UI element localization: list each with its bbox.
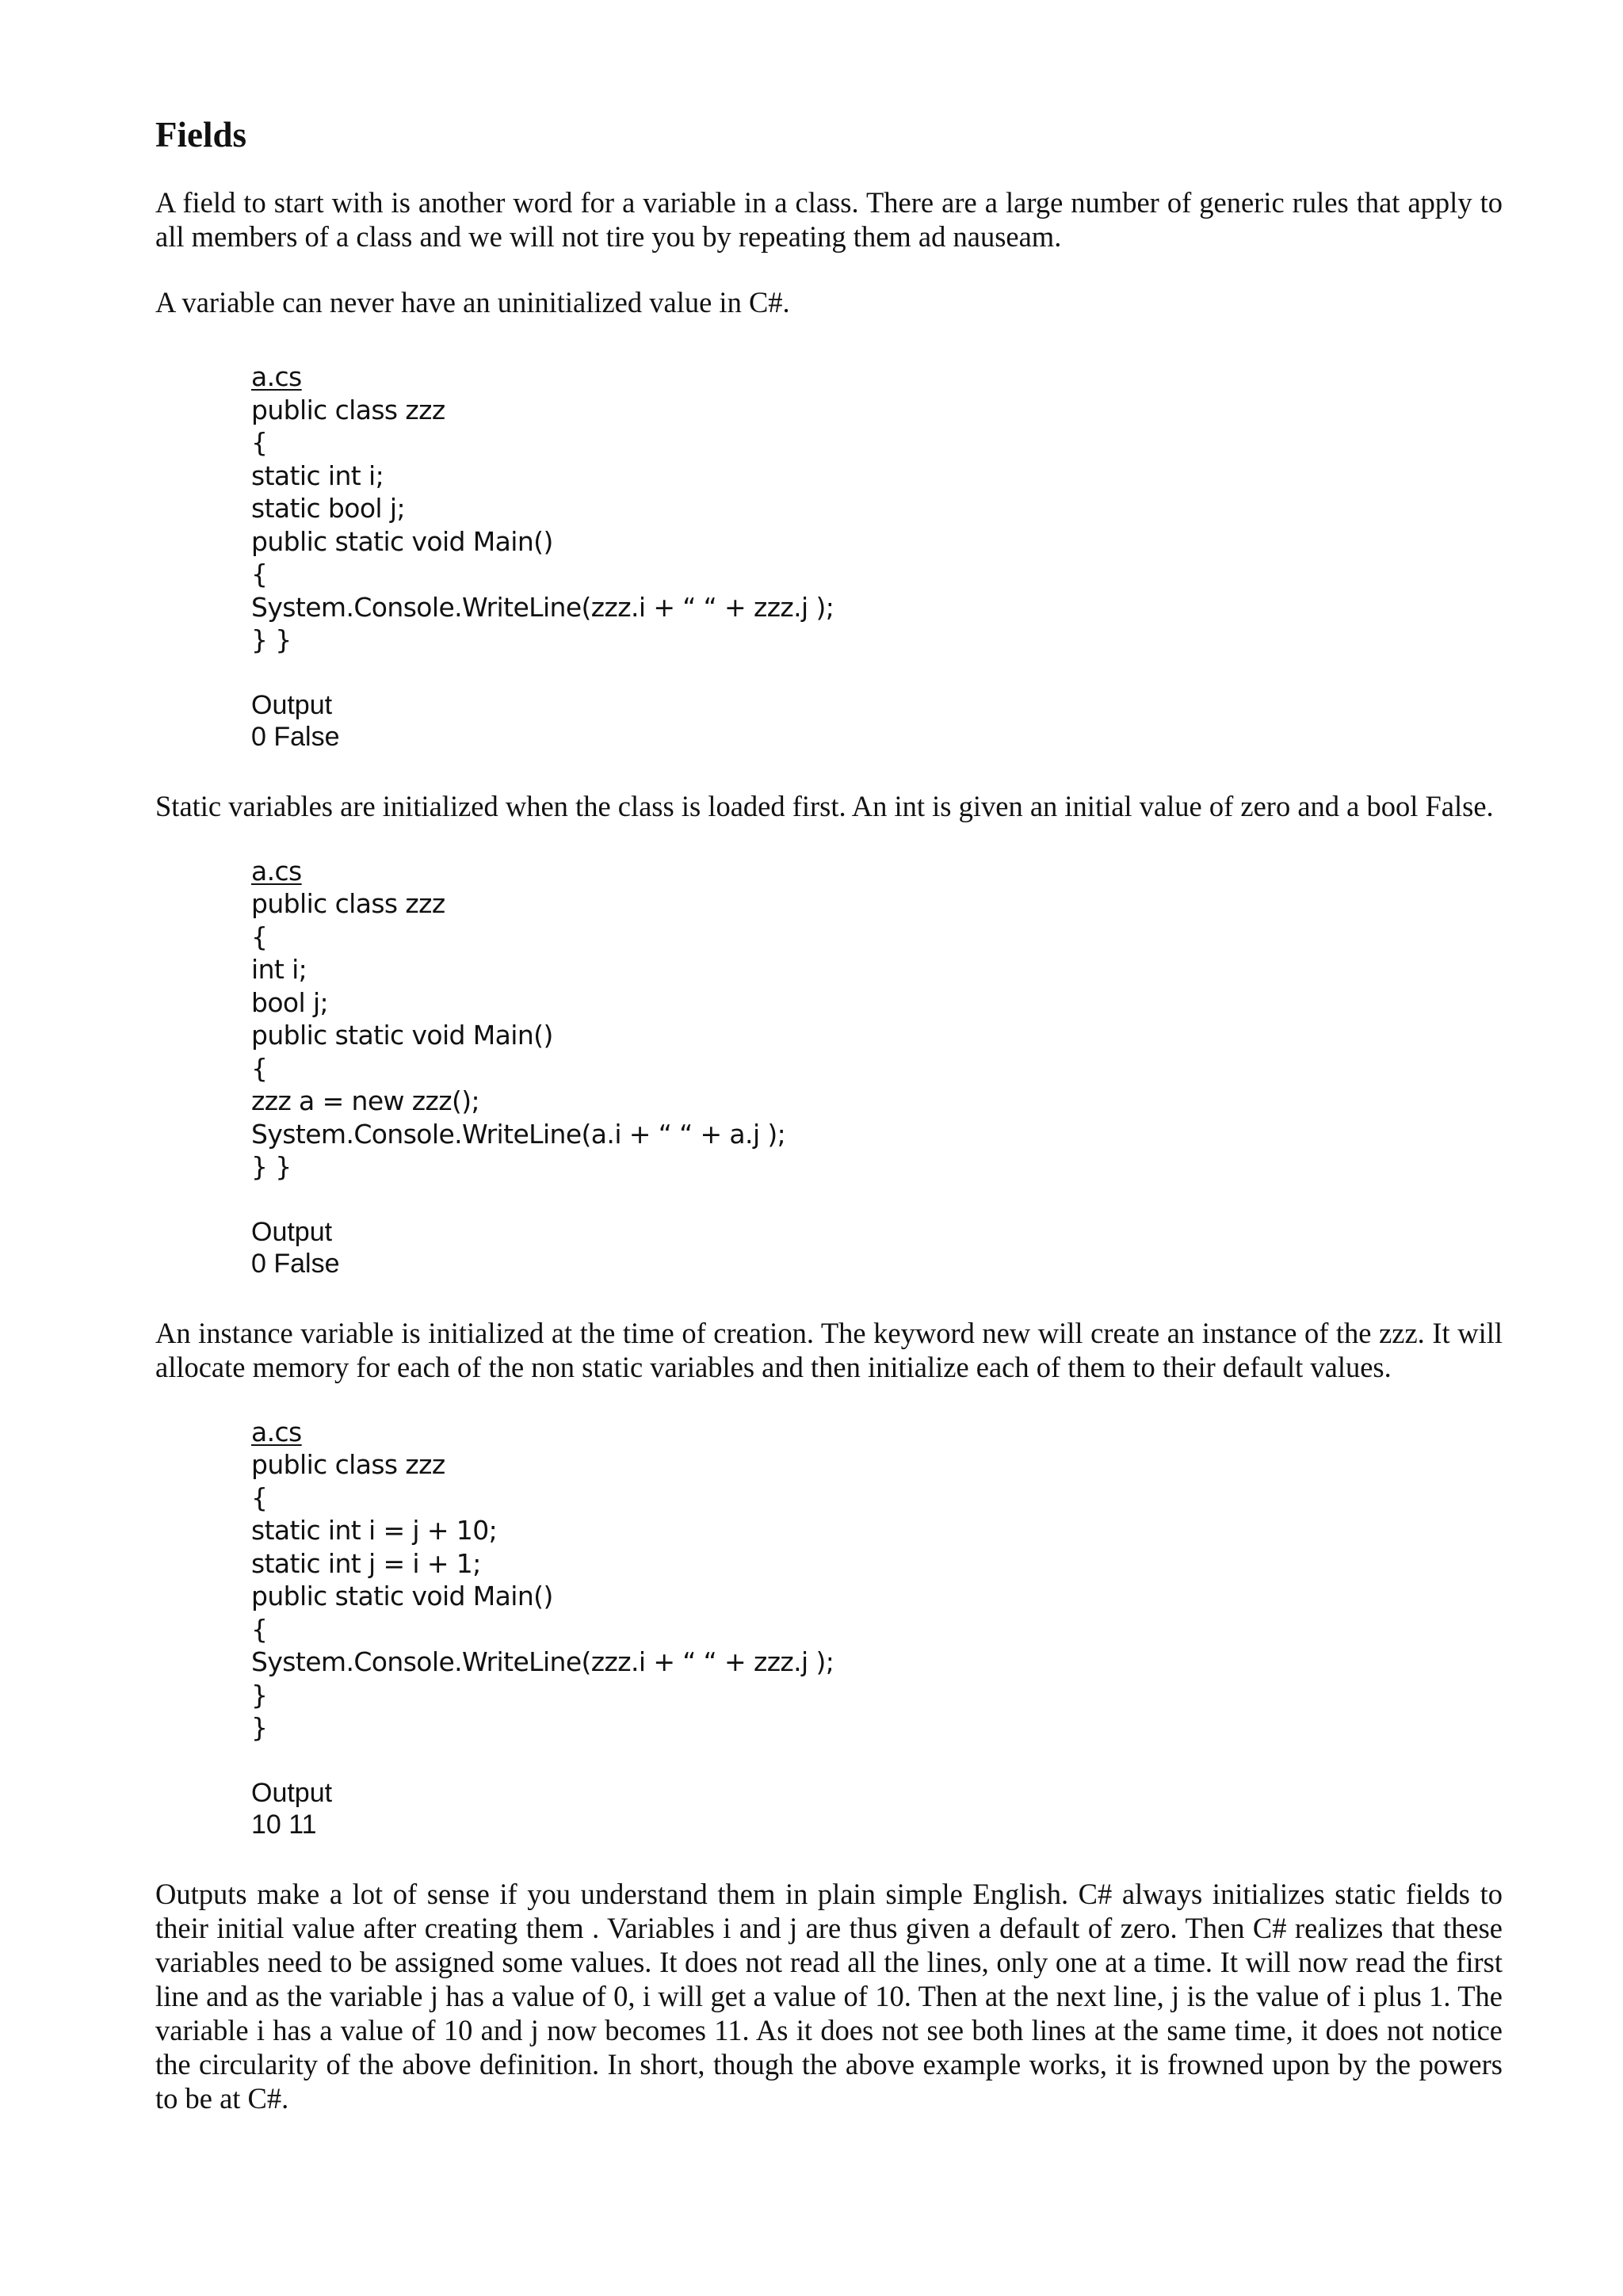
code-line: } <box>251 1712 268 1743</box>
code-line: public static void Main() <box>251 1020 553 1051</box>
code-line: static int j = i + 1; <box>251 1547 481 1579</box>
code-line: public static void Main() <box>251 1581 553 1611</box>
output-value: 0 False <box>251 1248 340 1279</box>
output-label: Output <box>251 689 333 720</box>
code-line: { <box>251 1052 268 1084</box>
output-value: 10 11 <box>251 1809 317 1840</box>
code-line: { <box>251 1613 268 1645</box>
code-line: } } <box>251 1151 292 1182</box>
code-line: public static void Main() <box>251 525 553 557</box>
code-filename: a.cs <box>251 855 302 887</box>
code-filename: a.cs <box>251 361 302 392</box>
static-init-paragraph: Static variables are initialized when the class is loaded first. An int is given an initial value of zero and a bool False. <box>155 789 1494 822</box>
intro-paragraph: A field to start with is another word for a variable in a class. There are a large number of generic rules that apply to all members of a class and we will not tire you by repeating them ad nauseam. <box>155 186 1503 253</box>
output-value: 0 False <box>251 721 340 752</box>
code-example-3 <box>251 1416 1503 1745</box>
code-line: } <box>251 1679 268 1711</box>
code-line: public class zzz <box>251 394 445 425</box>
output-example-2 <box>251 1216 1503 1280</box>
code-line: zzz a = new zzz(); <box>251 1085 480 1116</box>
output-example-3 <box>251 1777 1503 1840</box>
code-line: { <box>251 427 268 458</box>
code-line: } } <box>251 624 292 655</box>
uninitialized-paragraph: A variable can never have an uninitialized value in C#. <box>155 286 790 318</box>
code-line: bool j; <box>251 986 329 1018</box>
output-label: Output <box>251 1777 333 1808</box>
code-line: public class zzz <box>251 888 445 919</box>
code-line: System.Console.WriteLine(zzz.i + “ “ + zzz.j ); <box>251 1646 834 1677</box>
code-line: int i; <box>251 954 307 985</box>
explanation-paragraph: Outputs make a lot of sense if you understand them in plain simple English. C# always initializes static fields to their initial value after creating them . Variables i and j are thus given a default of zero. Then C# realizes that these variables need to be assigned some values. It does not read all the lines, only one at a time. It will now read the first line and as the variable j has a value of 0, i will get a value of 10. Then at the next line, j is the value of i plus 1. The variable i has a value of 10 and j now becomes 11. As it does not see both lines at the same time, it does not notice the circularity of the above definition. In short, though the above example works, it is frowned upon by the powers to be at C#. <box>155 1877 1503 2115</box>
output-label: Output <box>251 1216 333 1247</box>
instance-init-paragraph: An instance variable is initialized at the time of creation. The keyword new will create an instance of the zzz. It will allocate memory for each of the non static variables and then initialize each of them to their default values. <box>155 1316 1503 1383</box>
code-line: public class zzz <box>251 1449 445 1480</box>
code-example-1 <box>251 360 1503 657</box>
code-line: static bool j; <box>251 493 405 524</box>
code-filename: a.cs <box>251 1416 302 1447</box>
code-line: { <box>251 921 268 952</box>
code-line: System.Console.WriteLine(zzz.i + “ “ + zzz.j ); <box>251 591 834 623</box>
output-example-1 <box>251 689 1503 753</box>
code-line: { <box>251 1482 268 1513</box>
code-line: static int i = j + 10; <box>251 1515 498 1546</box>
document-page <box>155 111 1503 2115</box>
code-example-2 <box>251 855 1503 1184</box>
section-heading: Fields <box>155 115 247 154</box>
code-line: { <box>251 559 268 589</box>
code-line: System.Console.WriteLine(a.i + “ “ + a.j ); <box>251 1118 786 1150</box>
code-line: static int i; <box>251 460 384 491</box>
